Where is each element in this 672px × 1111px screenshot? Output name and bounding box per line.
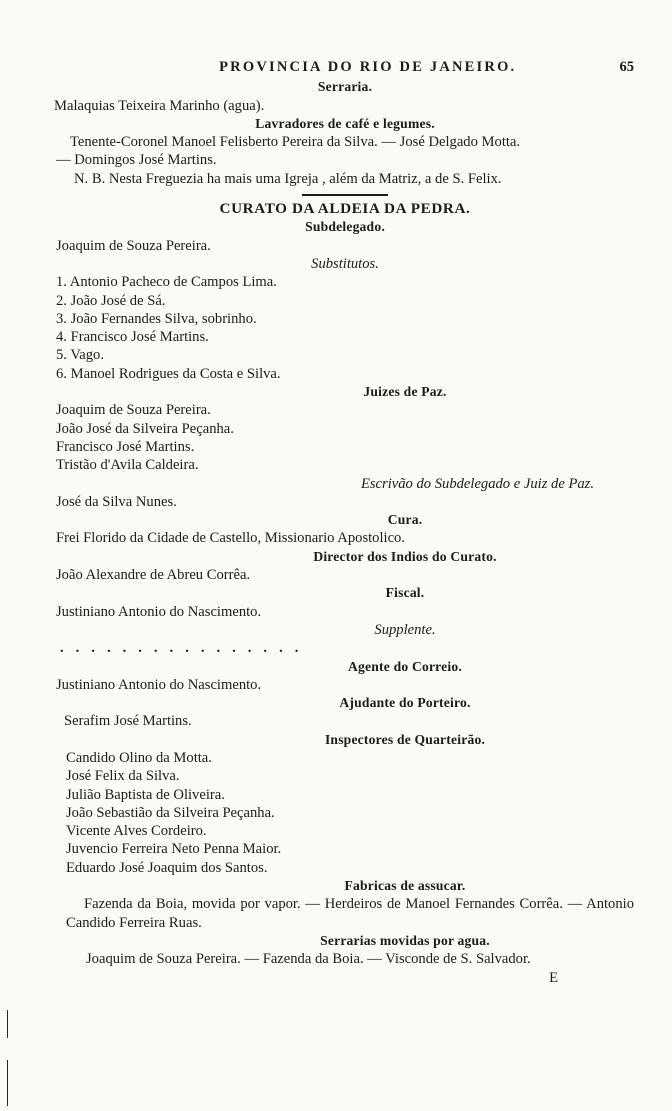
supplente-dots: ................ (60, 640, 311, 657)
running-head (56, 58, 634, 76)
margin-mark-upper (7, 1010, 8, 1038)
heading-curato: CURATO DA ALDEIA DA PEDRA. (219, 200, 471, 218)
document-page (56, 58, 634, 987)
ajudante-entry: Serafim José Martins. (64, 713, 192, 730)
list-item: Tristão d'Avila Caldeira. (56, 457, 199, 474)
list-item: 1. Antonio Pacheco de Campos Lima. (56, 274, 277, 291)
cura-entry: Frei Florido da Cidade de Castello, Missionario Apostolico. (56, 530, 406, 547)
heading-cura: Cura. (387, 512, 423, 528)
page-title: PROVINCIA DO RIO DE JANEIRO. (219, 59, 517, 75)
heading-serrarias: Serrarias movidas por agua. (320, 932, 490, 948)
lavradores-line-2: — Domingos José Martins. (56, 152, 217, 169)
juizes-list (56, 401, 634, 474)
heading-supplente: Supplente. (374, 621, 436, 638)
heading-ajudante: Ajudante do Porteiro. (339, 695, 471, 711)
list-item: João Sebastião da Silveira Peçanha. (66, 804, 275, 821)
heading-substitutos: Substitutos. (311, 255, 379, 272)
director-entry: João Alexandre de Abreu Corrêa. (56, 567, 251, 584)
heading-subdelegado: Subdelegado. (305, 219, 385, 235)
list-item: 6. Manoel Rodrigues da Costa e Silva. (56, 365, 281, 382)
heading-agente: Agente do Correio. (348, 658, 462, 674)
list-item: 5. Vago. (56, 347, 104, 364)
serraria-entry: Malaquias Teixeira Marinho (agua). (54, 97, 265, 114)
substitutos-list (56, 273, 634, 383)
escrivao-entry: José da Silva Nunes. (56, 493, 177, 510)
agente-entry: Justiniano Antonio do Nascimento. (56, 676, 262, 693)
fiscal-entry: Justiniano Antonio do Nascimento. (56, 603, 262, 620)
heading-fiscal: Fiscal. (385, 585, 425, 601)
heading-director: Director dos Indios do Curato. (313, 548, 497, 564)
heading-serraria: Serraria. (317, 79, 373, 95)
heading-fabricas: Fabricas de assucar. (344, 878, 466, 894)
heading-lavradores: Lavradores de café e legumes. (255, 115, 435, 131)
list-item: José Felix da Silva. (66, 768, 180, 785)
list-item: Candido Olino da Motta. (66, 749, 212, 766)
lavradores-line-1: Tenente-Coronel Manoel Felisberto Pereira da Silva. — José Delgado Motta. (70, 134, 521, 151)
list-item: Eduardo José Joaquim dos Santos. (66, 859, 268, 876)
subdelegado-entry: Joaquim de Souza Pereira. (56, 237, 211, 254)
list-item: 2. João José de Sá. (56, 292, 166, 309)
list-item: Joaquim de Souza Pereira. (56, 402, 211, 419)
inspectores-list (56, 749, 634, 877)
list-item: 3. João Fernandes Silva, sobrinho. (56, 310, 257, 327)
heading-juizes: Juizes de Paz. (363, 384, 447, 400)
list-item: 4. Francisco José Martins. (56, 329, 209, 346)
heading-inspectores: Inspectores de Quarteirão. (324, 731, 486, 747)
nota-bene: N. B. Nesta Freguezia ha mais uma Igreja , além da Matriz, a de S. Felix. (74, 170, 502, 187)
section-divider (302, 194, 388, 196)
list-item: João José da Silveira Peçanha. (56, 420, 234, 437)
list-item: Julião Baptista de Oliveira. (66, 786, 225, 803)
page-number: 65 (619, 59, 634, 75)
list-item: Juvencio Ferreira Neto Penna Maior. (66, 841, 282, 858)
list-item: Vicente Alves Cordeiro. (66, 823, 207, 840)
margin-mark-lower (7, 1060, 8, 1106)
serrarias-entry: Joaquim de Souza Pereira. — Fazenda da Boia. — Visconde de S. Salvador. (86, 951, 531, 968)
signature-mark: E (549, 969, 558, 986)
list-item: Francisco José Martins. (56, 438, 195, 455)
heading-escrivao: Escrivão do Subdelegado e Juiz de Paz. (360, 475, 594, 492)
fabricas-entry: Fazenda da Boia, movida por vapor. — Herdeiros de Manoel Fernandes Corrêa. — Antonio Candido Ferreira Ruas. (66, 896, 634, 931)
